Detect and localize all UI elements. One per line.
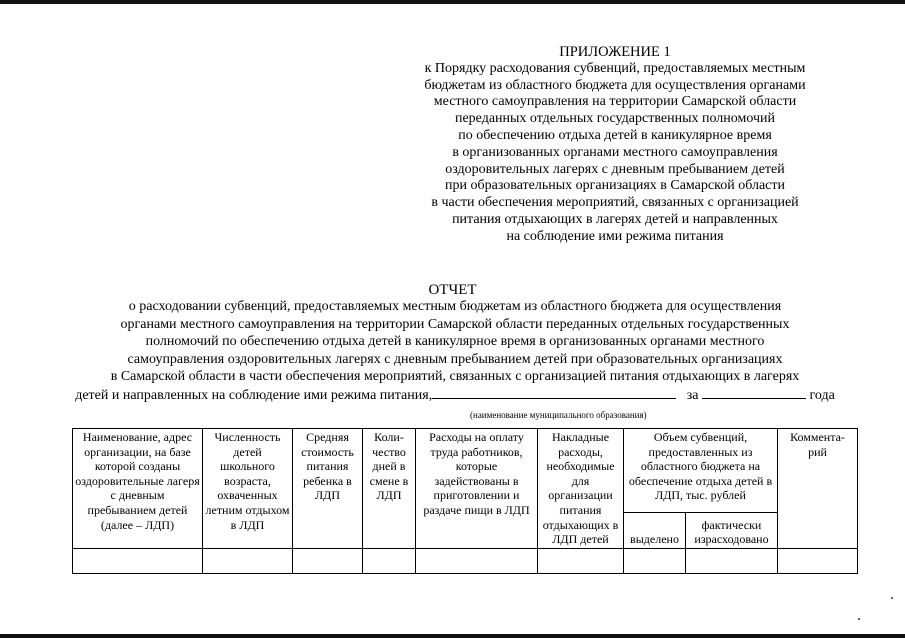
header-days-count: Коли- чество дней в смене в ЛДП xyxy=(363,429,416,549)
table-cell xyxy=(686,548,778,573)
table-cell xyxy=(778,548,858,573)
year-label: года xyxy=(809,387,835,403)
subheader-actually-spent: фактически израсходовано xyxy=(686,513,778,549)
appendix-line: в организованных органами местного самоуправления xyxy=(452,144,778,160)
report-last-line xyxy=(40,386,870,405)
appendix-block xyxy=(395,44,835,246)
header-subvention-volume: Объем субвенций, предоставленных из областного бюджета на обеспечение отдыха детей в ЛДП, тыс. рублей xyxy=(624,429,778,513)
municipality-caption: (наименование муниципального образования) xyxy=(470,410,647,420)
scan-top-edge xyxy=(0,0,905,4)
table-cell xyxy=(363,548,416,573)
report-title: ОТЧЕТ xyxy=(428,282,477,298)
header-labor-costs: Расходы на оплату труда работников, которые задействованы в приготовлении и раздаче пищи в ЛДП xyxy=(416,429,538,549)
report-line: органами местного самоуправления на территории Самарской области переданных отдельных государственных xyxy=(120,316,790,332)
appendix-title: ПРИЛОЖЕНИЕ 1 xyxy=(559,44,671,60)
report-last-line-text: детей и направленных на соблюдение ими режима питания, xyxy=(75,387,433,403)
scan-speck xyxy=(891,597,893,599)
period-blank xyxy=(702,386,806,399)
table-cell xyxy=(538,548,624,573)
appendix-line: в части обеспечения мероприятий, связанных с организацией xyxy=(431,195,799,211)
table-cell xyxy=(203,548,293,573)
municipality-blank xyxy=(432,386,676,399)
header-overhead-costs: Накладные расходы, необходимые для организации питания отдыхающих в ЛДП детей xyxy=(538,429,624,549)
appendix-line: при образовательных организациях в Самарской области xyxy=(445,178,785,194)
period-for-label: за xyxy=(686,387,699,403)
appendix-line: переданных отдельных государственных полномочий xyxy=(454,111,776,127)
subheader-allocated: выделено xyxy=(624,513,686,549)
scan-speck xyxy=(858,618,860,620)
appendix-line: питания отдыхающих в лагерях детей и направленных xyxy=(452,211,778,227)
appendix-line: бюджетам из областного бюджета для осуществления органами xyxy=(424,77,806,93)
report-line: о расходовании субвенций, предоставляемых местным бюджетам из областного бюджета для осуществления xyxy=(128,299,782,314)
report-line: самоуправления оздоровительных лагерях с дневным пребыванием детей при образовательных организациях xyxy=(127,351,783,367)
table-cell xyxy=(293,548,363,573)
header-meal-cost: Средняя стоимость питания ребенка в ЛДП xyxy=(293,429,363,549)
table-cell xyxy=(624,548,686,573)
appendix-line: местного самоуправления на территории Самарской области xyxy=(433,94,797,110)
scan-bottom-edge xyxy=(0,634,905,638)
appendix-line: к Порядку расходования субвенций, предоставляемых местным xyxy=(424,60,806,76)
report-table xyxy=(72,428,858,574)
table-row xyxy=(73,548,858,573)
appendix-line: по обеспечению отдыха детей в каникулярное время xyxy=(458,127,772,143)
appendix-line: оздоровительных лагерях с дневным пребыванием детей xyxy=(445,161,785,177)
report-line: в Самарской области в части обеспечения мероприятий, связанных с организацией питания отдыхающих в лагерях xyxy=(110,369,800,384)
table-cell xyxy=(73,548,203,573)
header-comment: Коммента- рий xyxy=(778,429,858,549)
report-line: полномочий по обеспечению отдыха детей в каникулярное время в организованных органами местного xyxy=(145,334,765,349)
table-cell xyxy=(416,548,538,573)
header-children-count: Численность детей школьного возраста, охваченных летним отдыхом в ЛДП xyxy=(203,429,293,549)
header-organization: Наименование, адрес организации, на базе которой созданы оздоровительные лагеря с дневным пребыванием детей (далее – ЛДП) xyxy=(73,429,203,549)
appendix-line: на соблюдение ими режима питания xyxy=(506,228,724,244)
report-body xyxy=(40,298,870,404)
